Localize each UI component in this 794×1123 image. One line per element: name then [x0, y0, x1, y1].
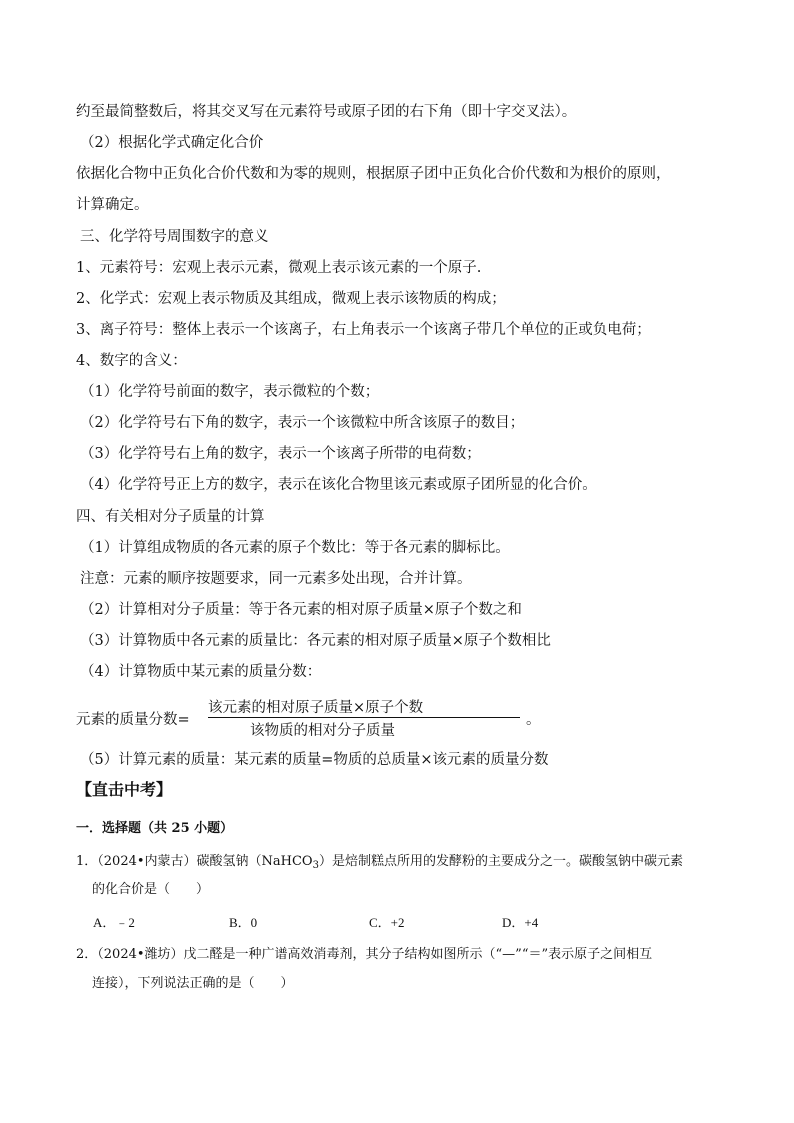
question-1-prefix: 1．（2024•内蒙古）碳酸氢钠（NaHCO — [76, 854, 313, 869]
text-line: 2、化学式：宏观上表示物质及其组成，微观上表示该物质的构成； — [76, 291, 506, 307]
text-line: （2）计算相对分子质量：等于各元素的相对原子质量×原子个数之和 — [80, 602, 522, 618]
question-1 — [76, 852, 683, 876]
text-line: （5）计算元素的质量：某元素的质量=物质的总质量×该元素的质量分数 — [80, 752, 549, 768]
question-1-line2: 的化合价是（ ） — [92, 882, 210, 897]
text-line: （4）化学符号正上方的数字，表示在该化合物里该元素或原子团所显的化合价。 — [80, 477, 597, 493]
text-line: （1）计算组成物质的各元素的原子个数比：等于各元素的脚标比。 — [80, 540, 510, 556]
section-heading: 三、化学符号周围数字的意义 — [80, 229, 269, 245]
option-b[interactable]: B．0 — [229, 915, 258, 930]
formula-period: 。 — [526, 712, 541, 728]
text-line: 3、离子符号：整体上表示一个该离子，右上角表示一个该离子带几个单位的正或负电荷； — [76, 322, 651, 338]
note-line: 注意：元素的顺序按题要求，同一元素多处出现，合并计算。 — [80, 571, 472, 587]
fraction-bar — [208, 717, 520, 718]
option-a[interactable]: A．﹣2 — [93, 915, 135, 930]
formula-numerator: 该元素的相对原子质量×原子个数 — [208, 700, 424, 716]
section-title: 【直击中考】 — [76, 780, 173, 799]
text-line: （3）化学符号右上角的数字，表示一个该离子所带的电荷数； — [80, 446, 481, 462]
question-2-line2: 连接），下列说法正确的是（ ） — [92, 976, 294, 991]
text-line: 4、数字的含义： — [76, 353, 187, 369]
text-line: 约至最简整数后，将其交叉写在元素符号或原子团的右下角（即十字交叉法）。 — [76, 104, 577, 120]
text-line: 依据化合物中正负化合价代数和为零的规则，根据原子团中正负化合价代数和为根价的原则， — [76, 166, 671, 182]
option-d[interactable]: D．+4 — [502, 915, 539, 930]
section-heading: 四、有关相对分子质量的计算 — [76, 509, 265, 525]
question-1-suffix: ）是焙制糕点所用的发酵粉的主要成分之一。碳酸氢钠中碳元素 — [318, 854, 683, 869]
text-line: （4）计算物质中某元素的质量分数： — [80, 664, 322, 680]
text-line: （1）化学符号前面的数字，表示微粒的个数； — [80, 384, 380, 400]
subsection-title: 一．选择题（共 25 小题） — [76, 821, 234, 836]
text-line: （2）根据化学式确定化合价 — [80, 135, 264, 151]
text-line: 计算确定。 — [76, 197, 149, 213]
question-2: 2．（2024•潍坊）戊二醛是一种广谱高效消毒剂，其分子结构如图所示（“—”“＝”表示原子之间相互 — [76, 947, 653, 962]
question-1-subscript: 3 — [312, 860, 319, 871]
formula-lhs: 元素的质量分数= — [76, 712, 190, 728]
text-line: （3）计算物质中各元素的质量比：各元素的相对原子质量×原子个数相比 — [80, 633, 551, 649]
option-c[interactable]: C．+2 — [369, 915, 405, 930]
text-line: （2）化学符号右下角的数字，表示一个该微粒中所含该原子的数目； — [80, 415, 525, 431]
text-line: 1、元素符号：宏观上表示元素，微观上表示该元素的一个原子. — [76, 260, 482, 276]
formula-denominator: 该物质的相对分子质量 — [250, 723, 395, 739]
